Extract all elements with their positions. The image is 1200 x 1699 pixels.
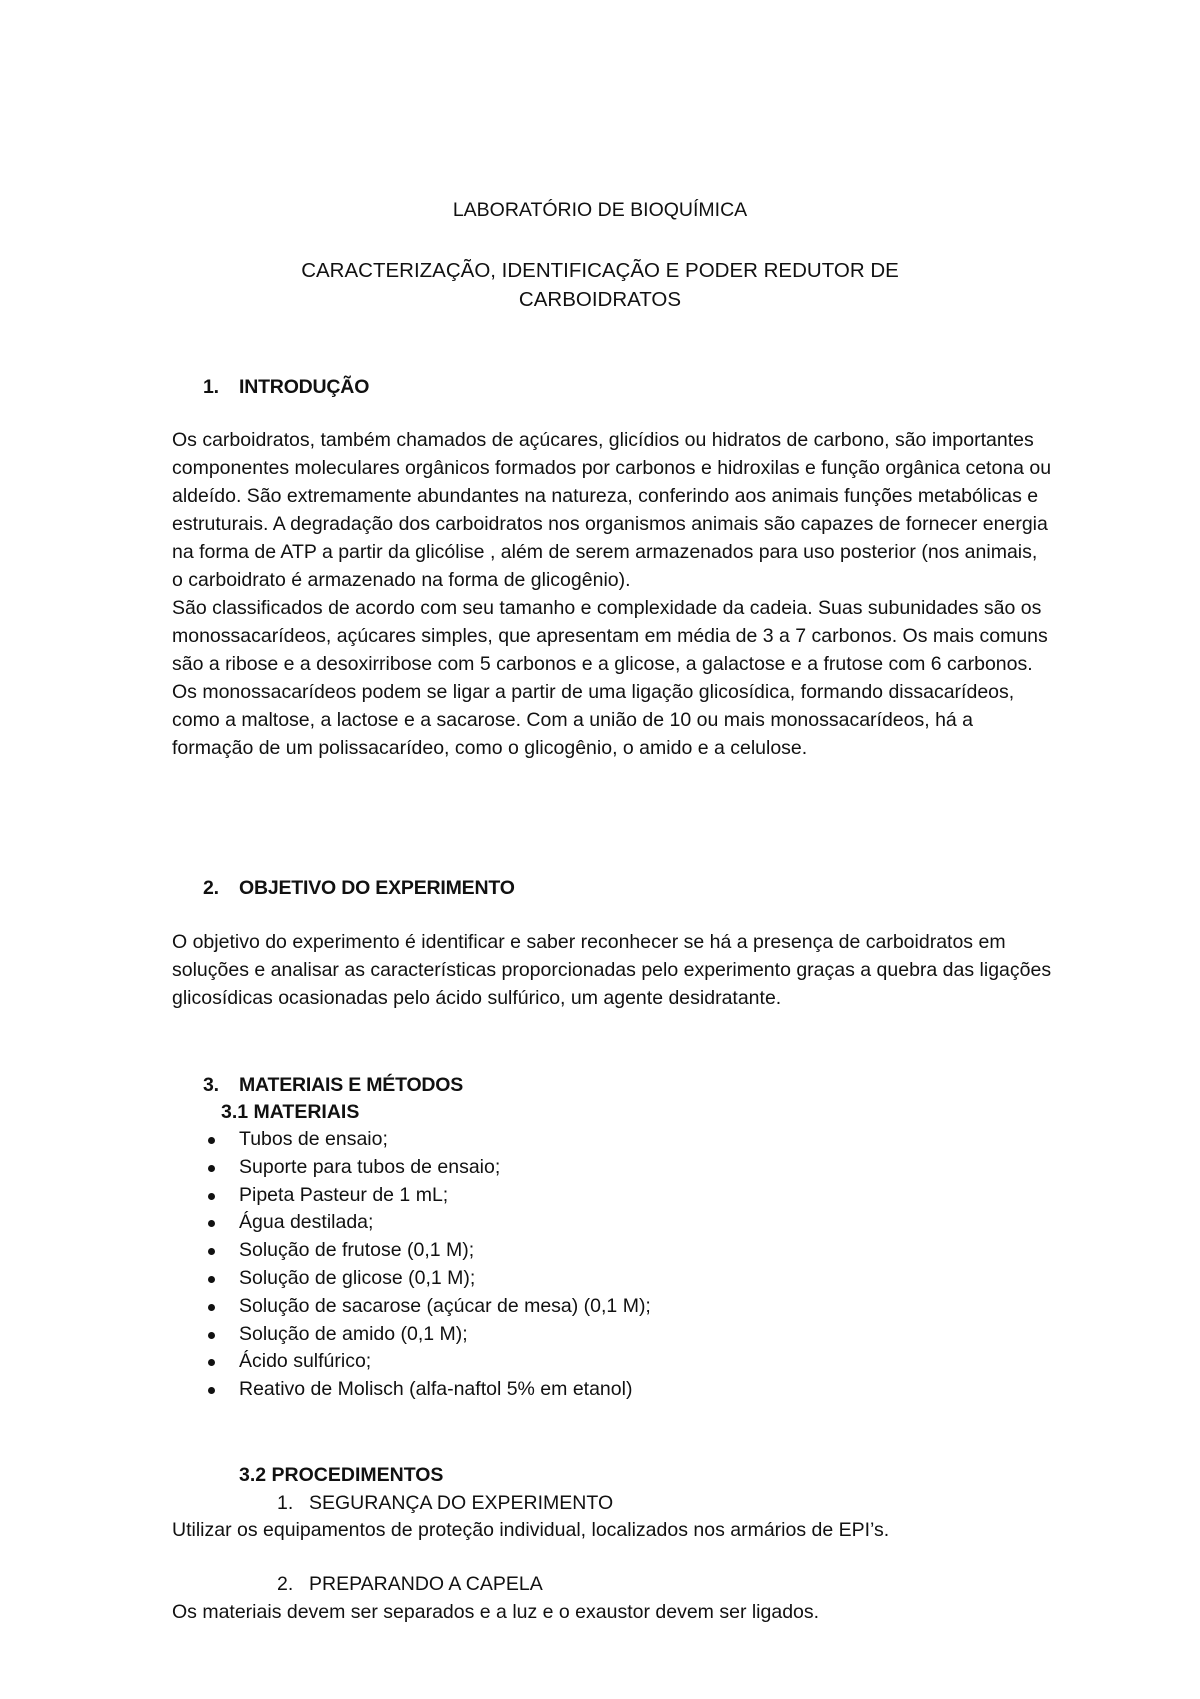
section-title: OBJETIVO DO EXPERIMENTO (239, 877, 515, 899)
materials-subheading: 3.1 MATERIAIS (221, 1101, 360, 1123)
list-item (205, 1321, 651, 1349)
lab-title: LABORATÓRIO DE BIOQUÍMICA (452, 199, 748, 221)
section-number: 1. (203, 376, 219, 398)
introduction-paragraph: Os carboidratos, também chamados de açúcares, glicídios ou hidratos de carbono, são importantes componentes moleculares orgânicos formados por carbonos e hidroxilas e função orgânica cetona ou aldeído. São extremamente abundantes na natureza, conferindo aos animais funções metabólicas e estruturais. A degradação dos carboidratos nos organismos animais são capazes de fornecer energia na forma de ATP a partir da glicólise , além de serem armazenados para uso posterior (nos animais, o carboidrato é armazenado na forma de glicogênio). (172, 429, 1052, 591)
introduction-paragraph: São classificados de acordo com seu tamanho e complexidade da cadeia. Suas subunidades são os monossacarídeos, açúcares simples, que apresentam em média de 3 a 7 carbonos. Os mais comuns são a ribose e a desoxirribose com 5 carbonos e a glicose, a galactose e a frutose com 6 carbonos. (172, 597, 1048, 675)
step-label: SEGURANÇA DO EXPERIMENTO (309, 1492, 614, 1514)
bullet-icon (208, 1359, 215, 1366)
list-item (205, 1376, 651, 1404)
material-label: Pipeta Pasteur de 1 mL; (239, 1183, 449, 1206)
bullet-icon (208, 1304, 215, 1311)
bullet-icon (208, 1248, 215, 1255)
title-line-2: CARBOIDRATOS (518, 288, 682, 311)
list-item (205, 1182, 651, 1210)
list-item (205, 1237, 651, 1265)
bullet-icon (208, 1137, 215, 1144)
section-heading-materials-methods (203, 1071, 463, 1099)
materials-list (205, 1126, 651, 1404)
material-label: Solução de sacarose (açúcar de mesa) (0,1 M); (239, 1294, 651, 1317)
bullet-icon (208, 1220, 215, 1227)
list-item (205, 1209, 651, 1237)
section-title: INTRODUÇÃO (239, 376, 370, 398)
material-label: Solução de glicose (0,1 M); (239, 1266, 476, 1289)
bullet-icon (208, 1276, 215, 1283)
document-title (0, 256, 1200, 314)
list-item (205, 1348, 651, 1376)
procedure-step-text: Utilizar os equipamentos de proteção individual, localizados nos armários de EPI’s. (172, 1519, 890, 1541)
material-label: Suporte para tubos de ensaio; (239, 1155, 501, 1178)
section-title: MATERIAIS E MÉTODOS (239, 1074, 464, 1096)
list-item (205, 1293, 651, 1321)
section-number: 2. (203, 877, 219, 899)
objective-body (172, 928, 1052, 1012)
bullet-icon (208, 1193, 215, 1200)
list-item (205, 1154, 651, 1182)
material-label: Ácido sulfúrico; (239, 1350, 372, 1373)
section-heading-objective (203, 874, 515, 902)
list-item (205, 1126, 651, 1154)
bullet-icon (208, 1387, 215, 1394)
material-label: Água destilada; (239, 1211, 374, 1234)
section-number: 3. (203, 1074, 219, 1096)
introduction-body (172, 426, 1052, 762)
bullet-icon (208, 1332, 215, 1339)
step-number: 1. (277, 1492, 294, 1514)
procedure-step-title (277, 1489, 613, 1517)
objective-paragraph: O objetivo do experimento é identificar e saber reconhecer se há a presença de carboidratos em soluções e analisar as características proporcionadas pelo experimento graças a quebra das ligações glicosídicas ocasionadas pelo ácido sulfúrico, um agente desidratante. (172, 931, 1052, 1009)
step-number: 2. (277, 1573, 294, 1595)
procedure-step-title (277, 1570, 543, 1598)
title-line-1: CARACTERIZAÇÃO, IDENTIFICAÇÃO E PODER REDUTOR DE (301, 259, 899, 282)
procedure-step-text: Os materiais devem ser separados e a luz e o exaustor devem ser ligados. (172, 1601, 820, 1623)
section-heading-introduction (203, 373, 369, 401)
material-label: Solução de amido (0,1 M); (239, 1322, 468, 1345)
introduction-paragraph: Os monossacarídeos podem se ligar a partir de uma ligação glicosídica, formando dissacarídeos, como a maltose, a lactose e a sacarose. Com a união de 10 ou mais monossacarídeos, há a formação de um polissacarídeo, como o glicogênio, o amido e a celulose. (172, 681, 1015, 759)
list-item (205, 1265, 651, 1293)
bullet-icon (208, 1165, 215, 1172)
material-label: Reativo de Molisch (alfa-naftol 5% em etanol) (239, 1378, 633, 1401)
material-label: Tubos de ensaio; (239, 1128, 388, 1150)
procedures-subheading: 3.2 PROCEDIMENTOS (239, 1464, 444, 1486)
step-label: PREPARANDO A CAPELA (309, 1573, 543, 1595)
material-label: Solução de frutose (0,1 M); (239, 1239, 475, 1262)
